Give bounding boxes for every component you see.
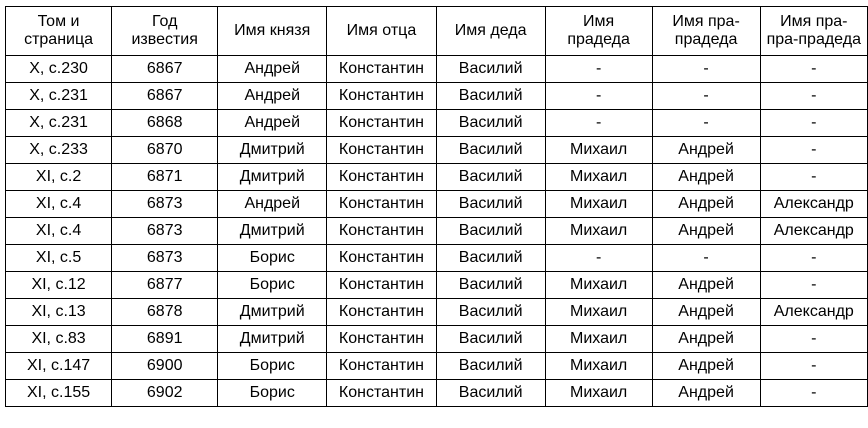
- cell-prince-name: Борис: [218, 272, 327, 299]
- cell-grandfather-name: Василий: [436, 299, 545, 326]
- cell-great-great-great-grandfather-name: -: [760, 83, 867, 110]
- cell-father-name: Константин: [327, 137, 436, 164]
- cell-great-great-grandfather-name: -: [652, 56, 760, 83]
- cell-year: 6867: [112, 56, 218, 83]
- cell-great-grandfather-name: -: [545, 83, 652, 110]
- header-great-great-great-grandfather-name: Имя пра- пра-прадеда: [760, 7, 867, 56]
- table-row: [6, 272, 868, 299]
- cell-great-grandfather-name: Михаил: [545, 299, 652, 326]
- header-row: [6, 7, 868, 56]
- cell-great-grandfather-name: Михаил: [545, 191, 652, 218]
- cell-grandfather-name: Василий: [436, 272, 545, 299]
- cell-great-grandfather-name: Михаил: [545, 164, 652, 191]
- cell-great-great-grandfather-name: -: [652, 245, 760, 272]
- table-row: [6, 353, 868, 380]
- cell-great-grandfather-name: Михаил: [545, 218, 652, 245]
- table-row: [6, 110, 868, 137]
- cell-father-name: Константин: [327, 245, 436, 272]
- cell-great-grandfather-name: Михаил: [545, 272, 652, 299]
- cell-father-name: Константин: [327, 218, 436, 245]
- cell-year: 6873: [112, 191, 218, 218]
- cell-great-great-grandfather-name: Андрей: [652, 353, 760, 380]
- cell-great-great-great-grandfather-name: -: [760, 245, 867, 272]
- cell-great-grandfather-name: Михаил: [545, 353, 652, 380]
- cell-great-great-great-grandfather-name: -: [760, 137, 867, 164]
- cell-great-great-great-grandfather-name: -: [760, 326, 867, 353]
- cell-volume-page: X, с.231: [6, 83, 112, 110]
- table-row: [6, 245, 868, 272]
- genealogy-table: [5, 6, 868, 407]
- cell-year: 6867: [112, 83, 218, 110]
- cell-volume-page: XI, с.147: [6, 353, 112, 380]
- cell-grandfather-name: Василий: [436, 164, 545, 191]
- header-grandfather-name: Имя деда: [436, 7, 545, 56]
- cell-grandfather-name: Василий: [436, 191, 545, 218]
- header-great-grandfather-name: Имя прадеда: [545, 7, 652, 56]
- cell-father-name: Константин: [327, 164, 436, 191]
- cell-year: 6902: [112, 380, 218, 407]
- cell-great-great-grandfather-name: -: [652, 83, 760, 110]
- cell-volume-page: XI, с.83: [6, 326, 112, 353]
- cell-volume-page: XI, с.155: [6, 380, 112, 407]
- header-year: Год известия: [112, 7, 218, 56]
- cell-prince-name: Борис: [218, 353, 327, 380]
- cell-year: 6900: [112, 353, 218, 380]
- cell-great-great-grandfather-name: Андрей: [652, 137, 760, 164]
- cell-year: 6871: [112, 164, 218, 191]
- cell-great-great-grandfather-name: Андрей: [652, 218, 760, 245]
- cell-grandfather-name: Василий: [436, 245, 545, 272]
- table-row: [6, 83, 868, 110]
- cell-father-name: Константин: [327, 56, 436, 83]
- cell-prince-name: Дмитрий: [218, 137, 327, 164]
- cell-father-name: Константин: [327, 326, 436, 353]
- cell-great-great-grandfather-name: Андрей: [652, 380, 760, 407]
- cell-grandfather-name: Василий: [436, 353, 545, 380]
- cell-prince-name: Андрей: [218, 110, 327, 137]
- cell-great-great-grandfather-name: -: [652, 110, 760, 137]
- table-row: [6, 56, 868, 83]
- cell-year: 6891: [112, 326, 218, 353]
- header-father-name: Имя отца: [327, 7, 436, 56]
- cell-great-great-grandfather-name: Андрей: [652, 326, 760, 353]
- cell-grandfather-name: Василий: [436, 83, 545, 110]
- cell-father-name: Константин: [327, 353, 436, 380]
- cell-prince-name: Андрей: [218, 191, 327, 218]
- cell-great-great-great-grandfather-name: -: [760, 380, 867, 407]
- cell-great-great-great-grandfather-name: Александр: [760, 218, 867, 245]
- cell-father-name: Константин: [327, 299, 436, 326]
- cell-year: 6870: [112, 137, 218, 164]
- cell-father-name: Константин: [327, 191, 436, 218]
- header-prince-name: Имя князя: [218, 7, 327, 56]
- cell-volume-page: X, с.231: [6, 110, 112, 137]
- cell-great-great-great-grandfather-name: Александр: [760, 299, 867, 326]
- cell-grandfather-name: Василий: [436, 56, 545, 83]
- cell-grandfather-name: Василий: [436, 218, 545, 245]
- cell-father-name: Константин: [327, 380, 436, 407]
- table-row: [6, 137, 868, 164]
- cell-great-great-great-grandfather-name: Александр: [760, 191, 867, 218]
- cell-prince-name: Андрей: [218, 83, 327, 110]
- cell-great-great-great-grandfather-name: -: [760, 164, 867, 191]
- cell-prince-name: Дмитрий: [218, 218, 327, 245]
- cell-father-name: Константин: [327, 272, 436, 299]
- cell-prince-name: Дмитрий: [218, 326, 327, 353]
- cell-volume-page: X, с.233: [6, 137, 112, 164]
- table-row: [6, 326, 868, 353]
- table-row: [6, 164, 868, 191]
- cell-great-great-great-grandfather-name: -: [760, 56, 867, 83]
- cell-great-great-grandfather-name: Андрей: [652, 272, 760, 299]
- cell-grandfather-name: Василий: [436, 380, 545, 407]
- cell-father-name: Константин: [327, 83, 436, 110]
- cell-great-grandfather-name: Михаил: [545, 326, 652, 353]
- cell-great-grandfather-name: -: [545, 56, 652, 83]
- table-row: [6, 191, 868, 218]
- cell-prince-name: Борис: [218, 380, 327, 407]
- table-row: [6, 218, 868, 245]
- cell-prince-name: Андрей: [218, 56, 327, 83]
- cell-great-great-grandfather-name: Андрей: [652, 164, 760, 191]
- table-row: [6, 299, 868, 326]
- cell-great-great-grandfather-name: Андрей: [652, 191, 760, 218]
- cell-year: 6873: [112, 218, 218, 245]
- cell-year: 6878: [112, 299, 218, 326]
- cell-grandfather-name: Василий: [436, 137, 545, 164]
- cell-prince-name: Дмитрий: [218, 164, 327, 191]
- cell-volume-page: XI, с.4: [6, 218, 112, 245]
- header-great-great-grandfather-name: Имя пра- прадеда: [652, 7, 760, 56]
- cell-prince-name: Дмитрий: [218, 299, 327, 326]
- table-row: [6, 380, 868, 407]
- cell-great-great-great-grandfather-name: -: [760, 353, 867, 380]
- header-volume-page: Том и страница: [6, 7, 112, 56]
- cell-year: 6877: [112, 272, 218, 299]
- cell-year: 6873: [112, 245, 218, 272]
- cell-volume-page: XI, с.5: [6, 245, 112, 272]
- cell-great-grandfather-name: Михаил: [545, 137, 652, 164]
- cell-prince-name: Борис: [218, 245, 327, 272]
- cell-volume-page: XI, с.4: [6, 191, 112, 218]
- cell-volume-page: X, с.230: [6, 56, 112, 83]
- cell-year: 6868: [112, 110, 218, 137]
- cell-volume-page: XI, с.12: [6, 272, 112, 299]
- cell-grandfather-name: Василий: [436, 110, 545, 137]
- cell-great-great-great-grandfather-name: -: [760, 272, 867, 299]
- cell-volume-page: XI, с.2: [6, 164, 112, 191]
- cell-great-grandfather-name: Михаил: [545, 380, 652, 407]
- cell-great-grandfather-name: -: [545, 245, 652, 272]
- cell-father-name: Константин: [327, 110, 436, 137]
- cell-grandfather-name: Василий: [436, 326, 545, 353]
- cell-great-grandfather-name: -: [545, 110, 652, 137]
- cell-volume-page: XI, с.13: [6, 299, 112, 326]
- cell-great-great-great-grandfather-name: -: [760, 110, 867, 137]
- cell-great-great-grandfather-name: Андрей: [652, 299, 760, 326]
